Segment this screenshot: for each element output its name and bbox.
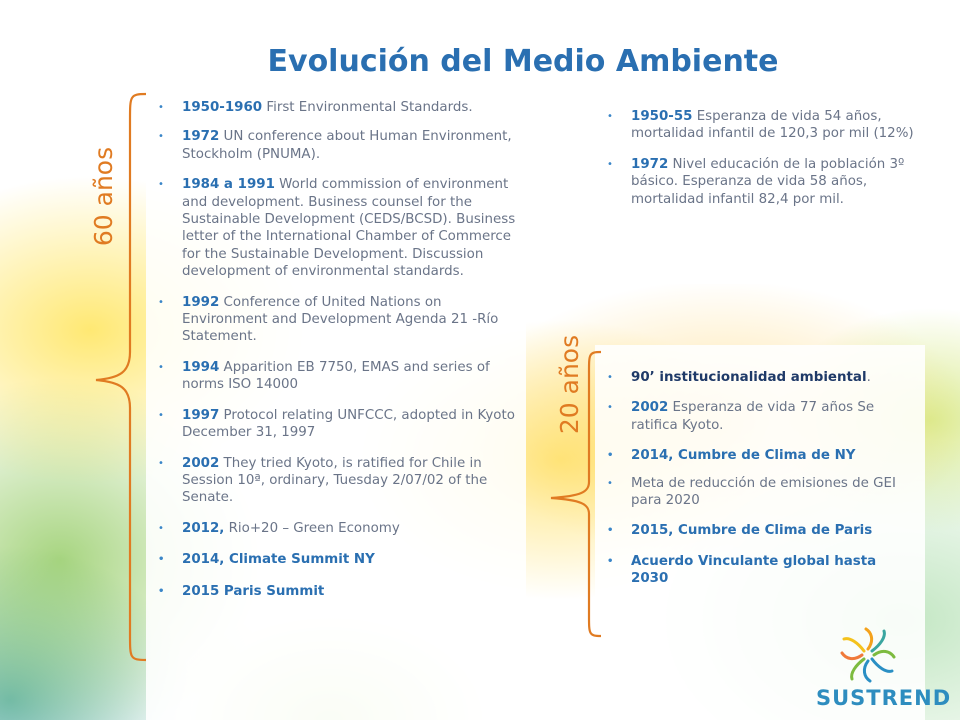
list-item: • 2002 They tried Kyoto, is ratified for Chile in Session 10ª, ordinary, Tuesday 2/07/02 of the Senate. xyxy=(146,455,526,507)
list-item: • Meta de reducción de emisiones de GEI para 2020 xyxy=(595,475,925,510)
list-item: • 2015 Paris Summit xyxy=(146,583,526,600)
list-item: • 1984 a 1991 World commission of environment and development. Business counsel for the Sustainable Development (CEDS/BCSD). Business letter of the International Chamber of Commerce for the Sustainable Development. Discussion development of environmental standards. xyxy=(146,176,526,280)
brace-label-right: 20 años xyxy=(555,334,585,435)
list-item: • 2012, Rio+20 – Green Economy xyxy=(146,520,526,537)
left-list xyxy=(146,92,526,600)
right-top-panel xyxy=(595,104,925,284)
list-item: • 2014, Cumbre de Clima de NY xyxy=(595,447,925,464)
list-item: • 2002 Esperanza de vida 77 años Se ratifica Kyoto. xyxy=(595,399,925,434)
left-panel xyxy=(146,92,526,720)
list-item: • 1997 Protocol relating UNFCCC, adopted in Kyoto December 31, 1997 xyxy=(146,407,526,442)
logo-text: SUSTREND xyxy=(816,686,952,710)
sustrend-logo-icon xyxy=(838,625,898,685)
list-item: • 1992 Conference of United Nations on Environment and Development Agenda 21 -Río Statement. xyxy=(146,294,526,346)
list-item: • 1972 UN conference about Human Environment, Stockholm (PNUMA). xyxy=(146,128,526,163)
list-item: • 2014, Climate Summit NY xyxy=(146,551,526,568)
brace-label-left: 60 años xyxy=(89,146,119,247)
list-item: • 90’ institucionalidad ambiental. xyxy=(595,369,925,386)
list-item: • 1950-55 Esperanza de vida 54 años, mortalidad infantil de 120,3 por mil (12%) xyxy=(595,108,925,143)
list-item: • Acuerdo Vinculante global hasta 2030 xyxy=(595,553,925,588)
list-item: • 1972 Nivel educación de la población 3º básico. Esperanza de vida 58 años, mortalidad infantil 82,4 por mil. xyxy=(595,156,925,208)
right-bottom-list xyxy=(595,345,925,588)
slide-title: Evolución del Medio Ambiente xyxy=(267,44,779,79)
right-top-list xyxy=(595,104,925,208)
list-item: • 1994 Apparition EB 7750, EMAS and series of norms ISO 14000 xyxy=(146,359,526,394)
list-item: • 2015, Cumbre de Clima de Paris xyxy=(595,522,925,539)
list-item: • 1950-1960 First Environmental Standards. xyxy=(146,99,526,116)
